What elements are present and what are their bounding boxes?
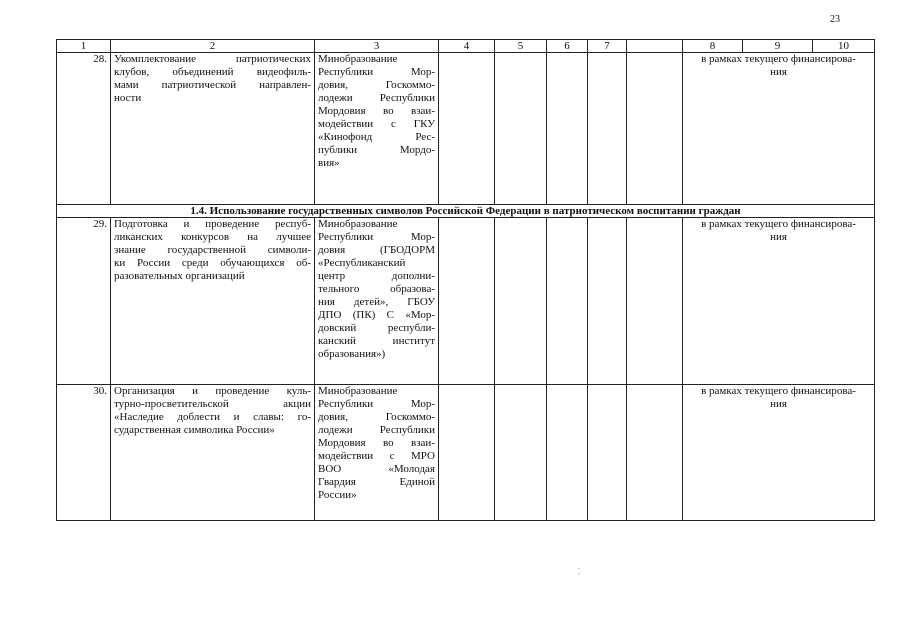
- empty-cell: [588, 218, 627, 385]
- financing-line: в рамках текущего финансирова-: [701, 385, 856, 397]
- executor-line: центр дополни-: [318, 270, 435, 282]
- executor-cell: [315, 53, 439, 205]
- executor-line: вия»: [318, 157, 340, 169]
- executor-line: ния детей», ГБОУ: [318, 296, 435, 308]
- activity-line: Укомплектование патриотических: [114, 53, 311, 65]
- empty-cell: [588, 385, 627, 521]
- executor-line: Минобразование: [318, 53, 398, 65]
- column-header: 9: [743, 40, 813, 53]
- row-number: 28.: [57, 53, 111, 205]
- empty-cell: [588, 53, 627, 205]
- executor-cell: [315, 218, 439, 385]
- activity-line: «Наследие доблести и славы: го-: [114, 411, 311, 423]
- empty-cell: [495, 385, 547, 521]
- executor-line: канский институт: [318, 335, 435, 347]
- measures-table: [56, 39, 875, 521]
- executor-line: Республики Мор-: [318, 231, 435, 243]
- page-number: 23: [830, 14, 840, 25]
- executor-line: «Республиканский: [318, 257, 406, 269]
- column-header: 10: [813, 40, 875, 53]
- activity-line: сударственная символика России»: [114, 424, 275, 436]
- activity-cell: [111, 385, 315, 521]
- table-row: [57, 385, 875, 521]
- empty-cell: [627, 385, 683, 521]
- executor-line: довия (ГБОДОРМ: [318, 244, 435, 256]
- activity-line: мами патриотической направлен-: [114, 79, 311, 91]
- executor-line: тельного образова-: [318, 283, 435, 295]
- column-header: 2: [111, 40, 315, 53]
- row-number: 29.: [57, 218, 111, 385]
- executor-line: Мордовия во взаи-: [318, 437, 435, 449]
- table-row: [57, 53, 875, 205]
- activity-line: клубов, объединений видеофиль-: [114, 66, 311, 78]
- executor-line: России»: [318, 489, 357, 501]
- empty-cell: [439, 385, 495, 521]
- executor-line: публики Мордо-: [318, 144, 435, 156]
- financing-cell: [683, 385, 875, 521]
- column-header: 8: [683, 40, 743, 53]
- executor-line: довский республи-: [318, 322, 435, 334]
- empty-cell: [547, 53, 588, 205]
- financing-cell: [683, 53, 875, 205]
- empty-cell: [627, 53, 683, 205]
- executor-line: модействии с МРО: [318, 450, 435, 462]
- executor-line: модействии с ГКУ: [318, 118, 435, 130]
- financing-cell: [683, 218, 875, 385]
- activity-line: Подготовка и проведение респуб-: [114, 218, 311, 230]
- executor-line: довия, Госкоммо-: [318, 411, 435, 423]
- executor-line: ДПО (ПК) С «Мор-: [318, 309, 435, 321]
- activity-line: турно-просветительской акции: [114, 398, 311, 410]
- executor-line: довия, Госкоммо-: [318, 79, 435, 91]
- executor-line: Минобразование: [318, 218, 398, 230]
- executor-line: Республики Мор-: [318, 66, 435, 78]
- table-row: [57, 218, 875, 385]
- activity-line: ликанских конкурсов на лучшее: [114, 231, 311, 243]
- column-header: 6: [547, 40, 588, 53]
- activity-line: ки России среди обучающихся об-: [114, 257, 311, 269]
- financing-line: в рамках текущего финансирова-: [701, 218, 856, 230]
- section-heading-row: [57, 205, 875, 218]
- empty-cell: [495, 53, 547, 205]
- executor-line: Мордовия во взаи-: [318, 105, 435, 117]
- row-number: 30.: [57, 385, 111, 521]
- activity-cell: [111, 53, 315, 205]
- column-header: 5: [495, 40, 547, 53]
- column-number-row: [57, 40, 875, 53]
- executor-line: лодежи Республики: [318, 92, 435, 104]
- column-header: 1: [57, 40, 111, 53]
- activity-line: знание государственной символи-: [114, 244, 311, 256]
- executor-line: образования»): [318, 348, 386, 360]
- column-header: [627, 40, 683, 53]
- executor-line: Республики Мор-: [318, 398, 435, 410]
- empty-cell: [495, 218, 547, 385]
- activity-line: ности: [114, 92, 142, 104]
- activity-cell: [111, 218, 315, 385]
- executor-line: Гвардия Единой: [318, 476, 435, 488]
- column-header: 3: [315, 40, 439, 53]
- financing-line: ния: [770, 66, 787, 78]
- empty-cell: [439, 218, 495, 385]
- activity-line: Организация и проведение куль-: [114, 385, 311, 397]
- executor-cell: [315, 385, 439, 521]
- financing-line: ния: [770, 231, 787, 243]
- executor-line: «Кинофонд Рес-: [318, 131, 435, 143]
- scan-speck: ˘: [578, 572, 581, 581]
- financing-line: в рамках текущего финансирова-: [701, 53, 856, 65]
- column-header: 4: [439, 40, 495, 53]
- financing-line: ния: [770, 398, 787, 410]
- activity-line: разовательных организаций: [114, 270, 245, 282]
- empty-cell: [547, 218, 588, 385]
- empty-cell: [439, 53, 495, 205]
- executor-line: лодежи Республики: [318, 424, 435, 436]
- section-title: 1.4. Использование государственных символов Российской Федерации в патриотическом воспитании граждан: [57, 205, 875, 218]
- column-header: 7: [588, 40, 627, 53]
- executor-line: Минобразование: [318, 385, 398, 397]
- scan-speck: .: [578, 562, 580, 571]
- empty-cell: [547, 385, 588, 521]
- executor-line: ВОО «Молодая: [318, 463, 435, 475]
- empty-cell: [627, 218, 683, 385]
